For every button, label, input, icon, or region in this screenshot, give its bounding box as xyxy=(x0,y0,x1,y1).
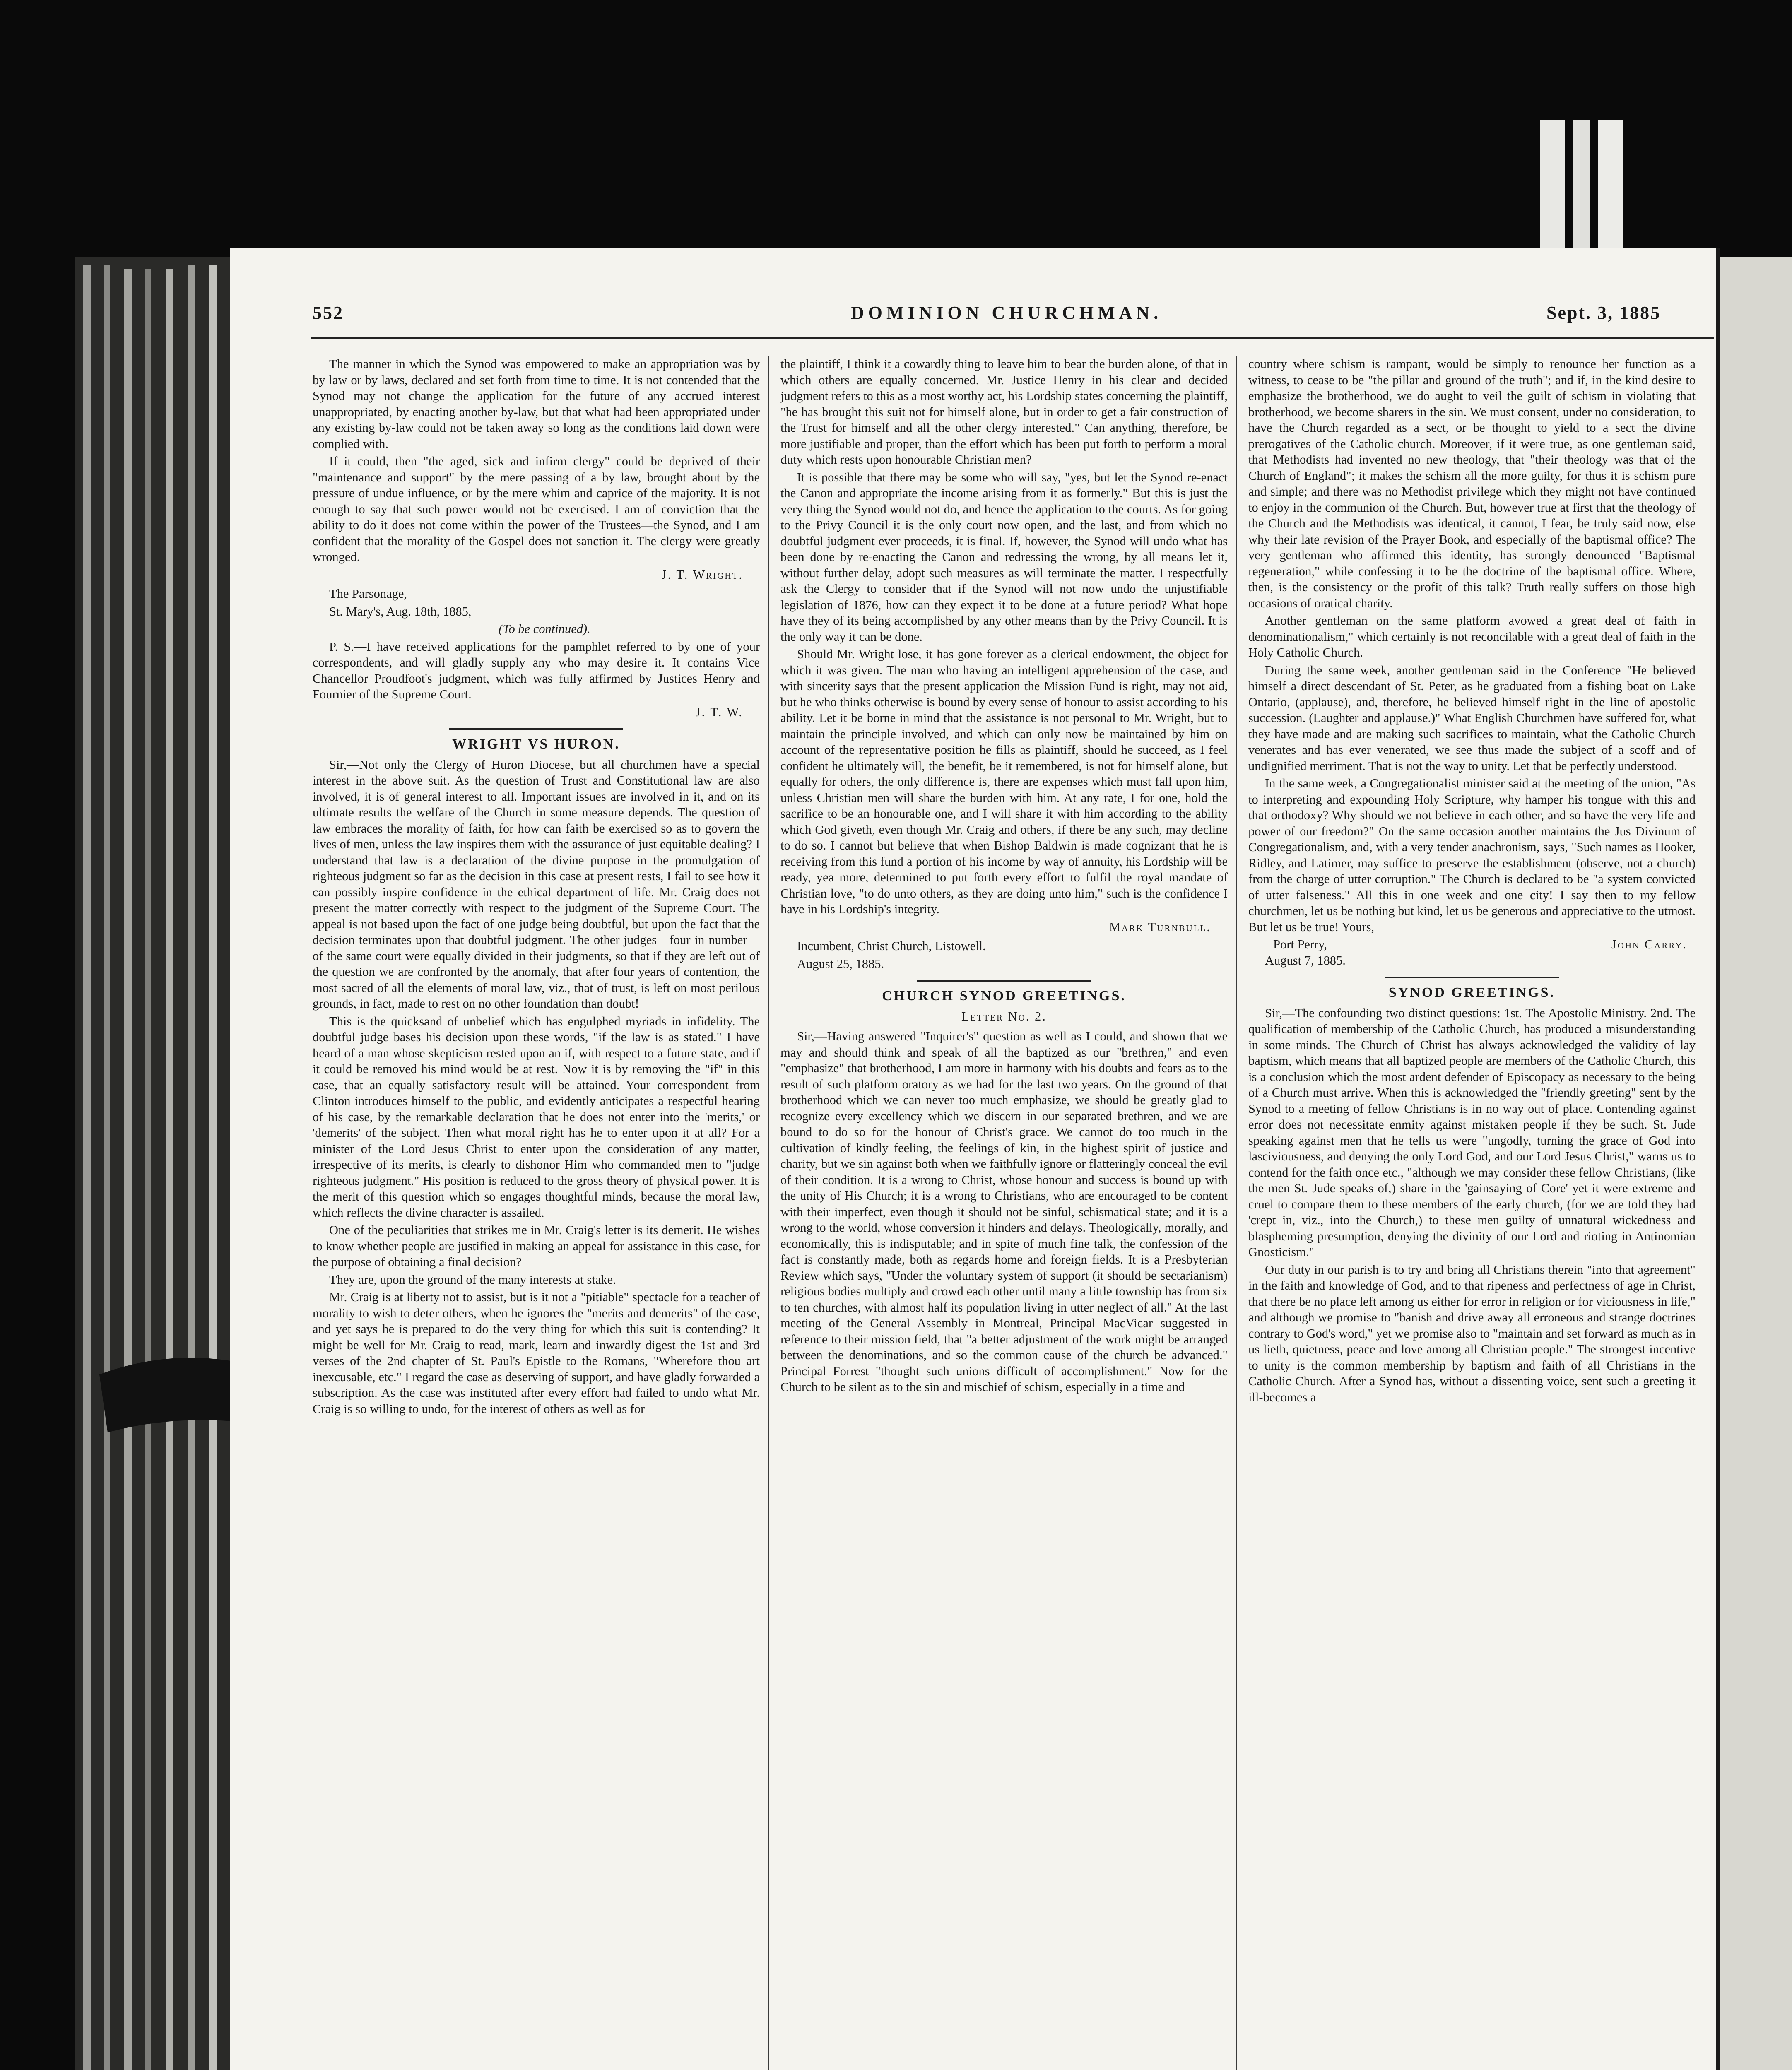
article-heading: WRIGHT VS HURON. xyxy=(452,737,620,752)
article-paragraph: The manner in which the Synod was empowered to make an appropriation was by by law or by laws, declared and set forth from time to time. It is not contended that the Synod may not change the application for the future of any accrued interest unappropriated, by enacting another by-law, but that what had been appropriated under any existing by-law could not be taken away so long as the conditions laid down were complied with. xyxy=(313,357,760,451)
dateline: The Parsonage, xyxy=(329,587,407,601)
article-paragraph: During the same week, another gentleman said in the Conference "He believed himself a direct descendant of St. Peter, as he graduated from a fishing boat on Lake Ontario, (applause), and, therefore, he believed himself right in the line of apostolic succession. (Laughter and applause.)" What English Churchmen have suffered for, what they have made and are making such sacrifices to maintain, what the Catholic Church venerates and has ever venerated, we see thus made the subject of a scoff and of undignified merriment. That is not the way to unity. Let that be perfectly understood. xyxy=(1248,663,1696,773)
issue-date: Sept. 3, 1885 xyxy=(1546,303,1661,323)
page-header xyxy=(230,302,1716,331)
article-paragraph: Sir,—Not only the Clergy of Huron Diocese, but all churchmen have a special interest in the above suit. As the question of Trust and Constitutional law are also involved, it is of general interest to all. Important issues are involved in it, and on its ultimate results the welfare of the Church in some measure depends. The question of law embraces the morality of faith, for how can faith be exercised so as to govern the lives of men, unless the law inspires them with the assurance of just equitable dealing? I understand that law is a declaration of the divine purpose in the promulgation of righteous judgment so far as the decision in this case at present rests, I fail to see how it can possibly inspire confidence in the ethical department of life. Mr. Craig does not present the matter correctly with respect to the judgment of the Supreme Court. The appeal is not based upon the fact of one judge being doubtful, but upon the fact that the decision terminates upon that doubtful judgment. The other judges—four in number—of the same court were equally divided in their judgments, so that if they are left out of the question we are confronted by the anomaly, that after four years of contention, the most sacred of all the elements of moral law, viz., that of trust, is left on most perilous grounds, in fact, made to rest on no other foundation than doubt! xyxy=(313,757,760,1011)
article-paragraph: If it could, then "the aged, sick and infirm clergy" could be deprived of their "maintenance and support" by the mere passing of a by law, brought about by the pressure of undue influence, or by the mere whim and caprice of the majority. It is not enough to say that such power would not be exercised. I am of conviction that the ability to do it does not come within the power of the Trustees—the Synod, and I am confident that the morality of the Gospel does not sanction it. The clergy were greatly wronged. xyxy=(313,454,760,564)
dateline: Incumbent, Christ Church, Listowell. xyxy=(797,939,986,953)
column-divider xyxy=(1236,356,1237,2070)
article-paragraph: Should Mr. Wright lose, it has gone forever as a clerical endowment, the object for which it was given. The man who having an intelligent apprehension of the case, and with sincerity says that the present application the Mission Fund is right, may not aid, but he who thinks otherwise is bound by every sense of honour to assist according to his ability. Let it be borne in mind that the assistance is not personal to Mr. Wright, but to maintain the principle involved, and which can only now be maintained by him on account of the representative position he fills as plaintiff, should he succeed, as I feel confident he ultimately will, the benefit, be it remembered, is not for himself alone, but equally for others, the only difference is, there are expenses which must fall upon him, unless Christian men will share the burden with him. At any rate, I for one, hold the sacrifice to be an honourable one, and I will share it with him according to the ability which God giveth, even though Mr. Craig and others, if there be any such, may decline to do so. I cannot but believe that when Bishop Baldwin is made cognizant that he is receiving from this fund a portion of his income by way of annuity, his Lordship will be ready, yea more, determined to put forth every effort to fulfil the royal mandate of Christian love, "to do unto others, as they are doing unto him," such is the confidence I have in his Lordship's integrity. xyxy=(780,647,1228,916)
adjacent-page xyxy=(1718,257,1792,2070)
book-page-edges xyxy=(75,257,232,2070)
dateline: August 25, 1885. xyxy=(797,956,884,971)
article-paragraph: Our duty in our parish is to try and bring all Christians therein "into that agreement" in the faith and knowledge of God, and to that ripeness and perfectness of age in Christ, that there be no place left among us either for error in religion or for viciousness in life," and although we promise to "banish and drive away all erroneous and strange doctrines contrary to God's word," yet we promise also to "maintain and set forward as much as in us lieth, quietness, peace and love among all Christian people." The strongest incentive to unity is the common membership by baptism and faith of all Christians in the Catholic Church. After a Synod has, without a dissenting voice, sent such a greeting it ill-becomes a xyxy=(1248,1262,1696,1404)
article-paragraph: In the same week, a Congregationalist minister said at the meeting of the union, "As to interpreting and expounding Holy Scripture, why hamper his tongue with this and that orthodoxy? Why should we not believe in each other, and so have the very life and power of our freedom?" On the same occasion another maintains the Jus Divinum of Congregationalism, and, with a very tender anachronism, says, "Such names as Hooker, Ridley, and Latimer, may suffice to preserve the establishment (observe, not a church) from the charge of utter corruption." The Church is declared to be "a system convicted of utter falseness." All this in one week and one city! I say then to my fellow churchmen, let us be nothing but kind, let us be generous and appreciative to the utmost. But let us be true! Yours, xyxy=(1248,776,1696,934)
article-paragraph: They are, upon the ground of the many interests at stake. xyxy=(329,1272,616,1287)
article-paragraph: One of the peculiarities that strikes me in Mr. Craig's letter is its demerit. He wishes to know whether people are justified in making an appeal for assistance in this case, for the purpose of obtaining a final decision? xyxy=(313,1223,760,1269)
column-2 xyxy=(780,356,1228,2070)
dateline: Port Perry, xyxy=(1273,937,1327,951)
article-paragraph: the plaintiff, I think it a cowardly thing to leave him to bear the burden alone, of that in which others are equally concerned. Mr. Justice Henry in his clear and decided judgment refers to this as a most worthy act, his Lordship states concerning the plaintiff, "he has brought this suit not for himself alone, but in order to get a fair construction of the Trust for himself and all the other clergy interested." Can anything, therefore, be more justifiable and proper, than the effort which has been put forth to perform a moral duty which rests upon honourable Christian men? xyxy=(780,357,1228,467)
separator-rule xyxy=(917,980,1091,982)
letter-number: Letter No. 2. xyxy=(961,1009,1047,1023)
signature-row xyxy=(1273,936,1687,953)
postscript: P. S.—I have received applications for the pamphlet referred to by one of your correspondents, and will gladly supply any who may desire it. It contains Vice Chancellor Proudfoot's judgment, which was fully affirmed by Justices Henry and Fournier of the Supreme Court. xyxy=(313,639,760,701)
dateline: St. Mary's, Aug. 18th, 1885, xyxy=(329,604,472,619)
paper-title: DOMINION CHURCHMAN. xyxy=(851,303,1163,323)
signature: John Carry. xyxy=(1611,937,1687,951)
newspaper-page xyxy=(230,248,1716,2070)
article-paragraph: Sir,—The confounding two distinct questions: 1st. The Apostolic Ministry. 2nd. The qualification of membership of the Catholic Church, has produced a misunderstanding in some minds. The Church of Christ has always acknowledged the validity of lay baptism, which means that all baptized people are members of the Catholic Church, this is a conclusion which the most ardent defender of Episcopacy as necessary to the being of a Church must arrive. When this is acknowledged the "friendly greeting" sent by the Synod to a meeting of fellow Christians is in no way out of place. Contending against error does not necessitate enmity against mistaken people if they be such. St. Jude speaking against men that he tells us were "ungodly, turning the grace of God into lasciviousness, and denying the only Lord God, and our Lord Jesus Christ," warns us to contend for the faith once etc., "although we may consider these fellow Christians, (like the men St. Jude speaks of,) share in the 'gainsaying of Core' yet it were extreme and cruel to compare them to these members of the early church, (for we are told they had 'crept in, viz., into the Church,) to these men guilty of unnatural wickedness and blaspheming presumption, denying the divinity of our Lord and rioting in Antinomian Gnosticism." xyxy=(1248,1006,1696,1259)
page-number: 552 xyxy=(313,303,344,323)
article-paragraph: This is the quicksand of unbelief which has engulphed myriads in infidelity. The doubtful judge bases his decision upon these words, "if the law is as stated." I have heard of a man whose skepticism rested upon an if, with respect to a future state, and if it could be removed his mind would be at rest. Now it is by removing the "if" in this case, that an equally satisfactory result will be attained. Your correspondent from Clinton introduces himself to the public, and evidently anticipates a respectful hearing of his case, by the remarkable declaration that he does not enter into the 'merits,' or 'demerits' of the subject. Then what moral right has he to enter upon it at all? For a minister of the Lord Jesus Christ to enter upon the consideration of any matter, irrespective of its merits, is clearly to dishonor Him who commanded men to "judge righteous judgment." His position is reduced to the gross theory of physical power. It is the merit of this question which so engages thoughtful minds, because the moral law, which reflects the divine character is assailed. xyxy=(313,1014,760,1220)
signature: J. T. W. xyxy=(695,705,743,719)
article-paragraph: Mr. Craig is at liberty not to assist, but is it not a "pitiable" spectacle for a teacher of morality to wish to deter others, when he ignores the "merits and demerits" of the case, and yet says he is prepared to do the very thing for which this suit is contending? It might be well for Mr. Craig to read, mark, learn and inwardly digest the 1st and 3rd verses of the 2nd chapter of St. Paul's Epistle to the Romans, "Wherefore thou art inexcusable, etc." I regard the case as deserving of support, and have gladly forwarded a subscription. As the case was instituted after every effort had failed to undo what Mr. Craig is so willing to undo, for the interest of others as well as for xyxy=(313,1290,760,1416)
column-3 xyxy=(1248,356,1696,2070)
header-rule xyxy=(311,337,1714,339)
continued-note: (To be continued). xyxy=(499,622,590,636)
dateline: August 7, 1885. xyxy=(1265,953,1346,968)
article-paragraph: Another gentleman on the same platform avowed a great deal of faith in denominationalism," which certainly is not reconcilable with a great deal of faith in the Holy Catholic Church. xyxy=(1248,614,1696,660)
article-heading: CHURCH SYNOD GREETINGS. xyxy=(882,988,1126,1004)
article-paragraph: It is possible that there may be some who will say, "yes, but let the Synod re-enact the Canon and appropriate the income arising from it as formerly." But this is just the very thing the Synod would not do, and hence the application to the courts. As for going to the Privy Council it is the only court now open, and the last, and from which no doubtful judgment ever proceeds, it is final. If, however, the Synod will undo what has been done by re-enacting the Canon and redressing the wrong, by all means let it, without further delay, adopt such measures as will terminate the matter. I respectfully ask the Clergy to consider that if the Synod will not now undo the unjustifiable legislation of 1876, how can they expect it to be done at a future period? What hope have they of its being accomplished by any other means than by the Privy Council. It is the only way it can be done. xyxy=(780,470,1228,644)
column-divider xyxy=(768,356,769,2070)
signature: J. T. Wright. xyxy=(661,567,743,582)
article-heading: SYNOD GREETINGS. xyxy=(1388,985,1556,1000)
signature: Mark Turnbull. xyxy=(1109,919,1211,934)
article-paragraph: Sir,—Having answered "Inquirer's" question as well as I could, and shown that we may and should think and speak of all the baptized as our "brethren," and even "emphasize" that brotherhood, I am more in harmony with his doubts and fears as to the result of such platform oratory as we had for the last two years. On the ground of that brotherhood which we can never too much emphasize, we should be greatly glad to recognize every excellency which we discern in our separated brethren, and we are bound to do so for the honour of Christ's grace. We cannot do too much in the cultivation of kindly feeling, the feelings of kin, in the highest spirit of justice and charity, but we sin against both when we faithfully ignore or flatteringly conceal the evil of their condition. It is a wrong to Christ, whose honour and success is bound up with the unity of His Church; it is a wrong to Christians, who are encouraged to be content with their imperfect, even though it should not be sinful, schismatical state; and it is a wrong to the world, whose conversion it hinders and delays. Theologically, morally, and economically, this is indisputable; and in spite of much fine talk, the confession of the fact is constantly made, both as regards home and foreign fields. It is a Presbyterian Review which says, "Under the voluntary system of support (it should be sectarianism) religious bodies multiply and crowd each other until many a little township has from six to ten churches, with almost half its population living in utter neglect of all." At the last meeting of the General Assembly in Montreal, Principal MacVicar suggested in reference to their mission field, that "a better adjustment of the work might be arranged between the denominations, and so the common cause of the church be advanced." Principal Forrest "thought such unions difficult of accomplishment." Now for the Church to be silent as to the sin and mischief of schism, especially in a time and xyxy=(780,1029,1228,1394)
article-paragraph: country where schism is rampant, would be simply to renounce her function as a witness, to cease to be "the pillar and ground of the truth"; and if, in the kind desire to emphasize the brotherhood, we do aught to veil the guilt of schism in violating that brotherhood, we become sharers in the sin. We must consent, under no consideration, to have the Church regarded as a sect, or be thought to yield to a sect the divine prerogatives of the Catholic church. Moreover, if it were true, as one gentleman said, that Methodists had invented no new theology, that "their theology was that of the Church of England"; it makes the schism all the more guilty, for thus it is schism pure and simple; and there was no Methodist privilege which they might not have continued to enjoy in the communion of the Church. But, however true at first that the theology of the Church and the Methodists was identical, it cannot, I fear, be truly said now, else why their late revision of the Prayer Book, and especially of the baptismal office? The very gentleman who affirmed this identity, has strongly denounced "Baptismal regeneration," while confessing it to be the doctrine of the baptismal office. Where, then, is the consistency or the profit of this talk? Truth really suffers on those high occasions of oratical charity. xyxy=(1248,357,1696,610)
column-1 xyxy=(313,356,760,2070)
separator-rule xyxy=(1385,977,1559,978)
separator-rule xyxy=(449,728,623,730)
